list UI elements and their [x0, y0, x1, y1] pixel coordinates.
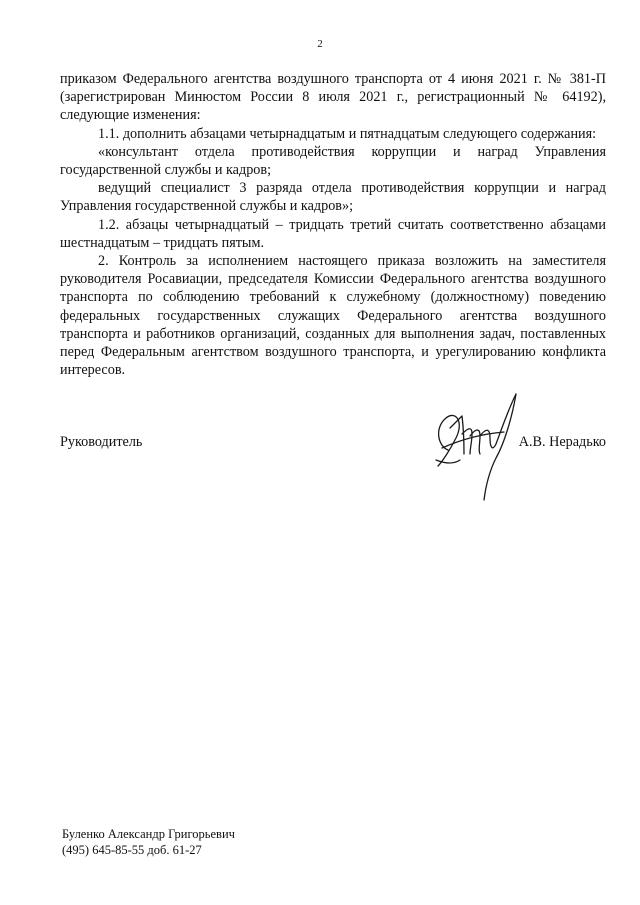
paragraph-intro: приказом Федерального агентства воздушного транспорта от 4 июня 2021 г. № 381-П (зарегистрирован Минюстом России 8 июля 2021 г., регистрационный № 64192), следующие изменения:: [60, 71, 606, 124]
executor-info: [62, 826, 235, 858]
executor-phone: (495) 645-85-55 доб. 61-27: [62, 843, 202, 857]
paragraph-item-1-1: 1.1. дополнить абзацами четырнадцатым и пятнадцатым следующего содержания:: [98, 125, 597, 142]
handwritten-signature: [420, 388, 520, 508]
page-number: 2: [317, 38, 323, 50]
signatory-name: А.В. Нерадько: [518, 434, 606, 450]
paragraph-item-2: 2. Контроль за исполнением настоящего приказа возложить на заместителя руководителя Росавиации, председателя Комиссии Федерального агентства воздушного транспорта по соблюдению требований к служебному (должностному) поведению федеральных государственных служащих Федерального агентства воздушного транспорта и работников организаций, созданных для выполнения задач, поставленных перед Федеральным агентством воздушного транспорта, и урегулированию конфликта интересов.: [60, 253, 606, 379]
signature-block: [60, 388, 606, 508]
paragraph-quote-1: «консультант отдела противодействия коррупции и наград Управления государственной службы и кадров;: [60, 143, 606, 179]
document-body: [60, 70, 606, 379]
paragraph-quote-2: ведущий специалист 3 разряда отдела противодействия коррупции и наград Управления государственной службы и кадров»;: [60, 180, 606, 215]
paragraph-item-1-2: 1.2. абзацы четырнадцатый – тридцать третий считать соответственно абзацами шестнадцатым – тридцать пятым.: [60, 216, 606, 251]
executor-name: Буленко Александр Григорьевич: [62, 827, 235, 841]
signatory-role: Руководитель: [60, 434, 143, 450]
